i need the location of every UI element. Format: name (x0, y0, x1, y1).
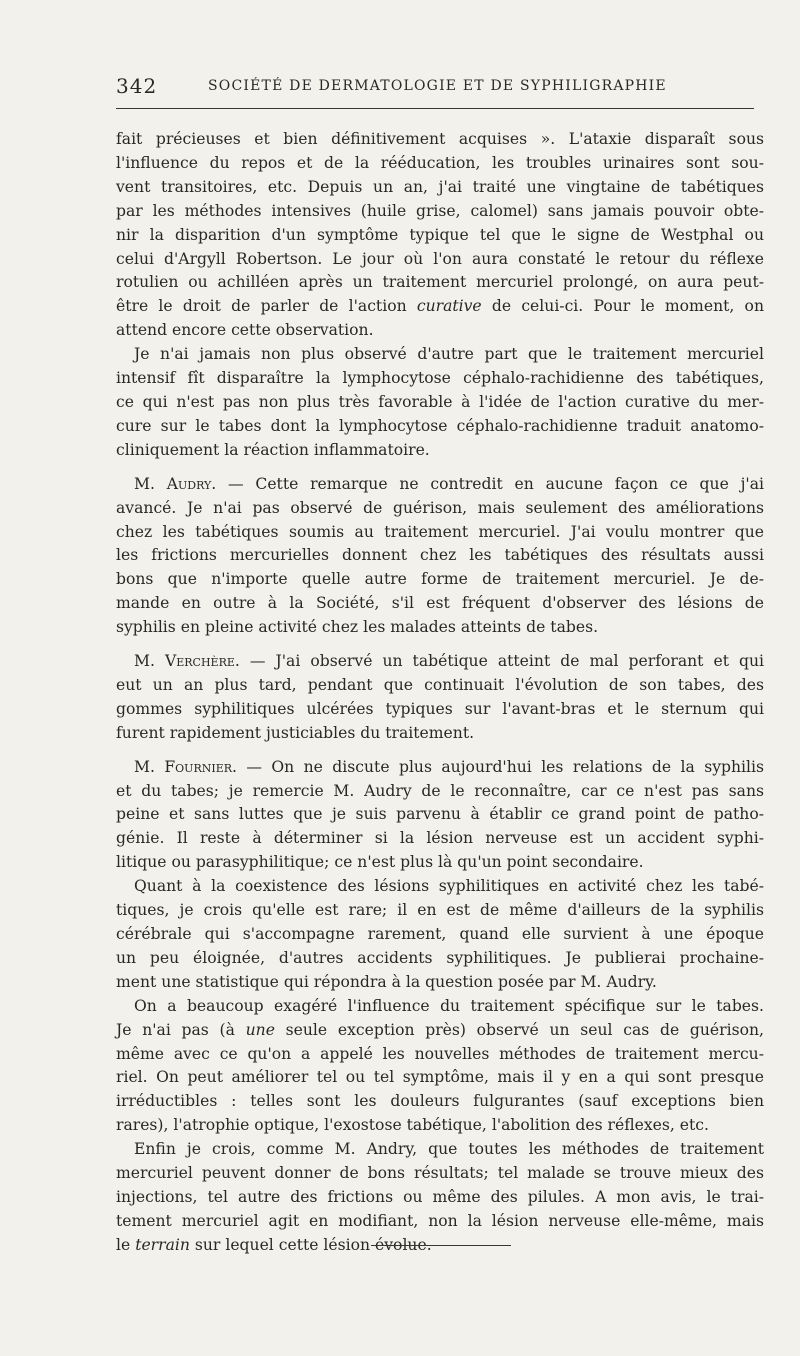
text-line (116, 1019, 764, 1043)
text-line: mercuriel peuvent donner de bons résultats; tel malade se trouve mieux des (116, 1164, 764, 1183)
text-line: riel. On peut améliorer tel ou tel symptôme, mais il y en a qui sont presque (116, 1068, 764, 1087)
text-line: irréductibles : telles sont les douleurs fulgurantes (sauf exceptions bien (116, 1092, 764, 1111)
text-run: . — On ne discute plus aujourd'hui les relations de la syphilis (232, 757, 764, 776)
italic-word: curative (416, 297, 482, 316)
text-line: bons que n'importe quelle autre forme de traitement mercuriel. Je de- (116, 570, 764, 589)
text-line: cure sur le tabes dont la lymphocytose céphalo-rachidienne traduit anatomo- (116, 416, 764, 435)
speaker-line-audry (116, 473, 764, 497)
text-line: syphilis en pleine activité chez les malades atteints de tabes. (116, 618, 599, 637)
text-run: . — J'ai observé un tabétique atteint de mal perforant et qui (234, 652, 764, 671)
text-line: peine et sans luttes que je suis parvenu à établir ce grand point de patho- (116, 805, 764, 824)
text-line: génie. Il reste à déterminer si la lésion nerveuse est un accident syphi- (116, 829, 764, 848)
text-line: cérébrale qui s'accompagne rarement, quand elle survient à une époque (116, 925, 764, 943)
text-line: eut un an plus tard, pendant que continuait l'évolution de son tabes, des (116, 675, 764, 694)
text-run: seule exception près) observé un seul cas de guérison, (274, 1020, 764, 1039)
text-line: ment une statistique qui répondra à la question posée par M. Audry. (116, 972, 657, 991)
text-run: sur lequel cette lésion évolue. (189, 1235, 432, 1254)
text-line: attend encore cette observation. (116, 321, 374, 340)
text-run: être le droit de parler de l'action (116, 297, 417, 316)
text-line: et du tabes; je remercie M. Audry de le reconnaître, car ce n'est pas sans (116, 781, 764, 800)
text-line: les frictions mercurielles donnent chez les tabétiques des résultats aussi (116, 546, 764, 565)
text-line: ce qui n'est pas non plus très favorable à l'idée de l'action curative du mer- (116, 392, 764, 411)
text-line: celui d'Argyll Robertson. Le jour où l'on aura constaté le retour du réflexe (116, 249, 764, 268)
text-line: vent transitoires, etc. Depuis un an, j'ai traité une vingtaine de tabétiques (116, 177, 764, 196)
text-line (116, 295, 764, 319)
text-line: mande en outre à la Société, s'il est fréquent d'observer des lésions de (116, 594, 764, 613)
body-text (116, 128, 764, 1258)
text-line: Je n'ai jamais non plus observé d'autre part que le traitement mercuriel (134, 345, 764, 364)
text-line: tiques, je crois qu'elle est rare; il en est de même d'ailleurs de la syphilis (116, 901, 764, 920)
text-line: cliniquement la réaction inflammatoire. (116, 440, 430, 459)
text-line: On a beaucoup exagéré l'influence du traitement spécifique sur le tabes. (134, 996, 764, 1015)
page-number: 342 (116, 74, 158, 98)
text-line: fait précieuses et bien définitivement acquises ». L'ataxie disparaît sous (116, 130, 764, 148)
header-rule (116, 108, 754, 109)
text-line: avancé. Je n'ai pas observé de guérison, mais seulement des améliorations (116, 498, 764, 517)
speaker-line-fournier (116, 756, 764, 780)
text-line: rares), l'atrophie optique, l'exostose tabétique, l'abolition des réflexes, etc. (116, 1116, 709, 1135)
text-line: rotulien ou achilléen après un traitement mercuriel prolongé, on aura peut- (116, 273, 764, 292)
text-line: même avec ce qu'on a appelé les nouvelles méthodes de traitement mercu- (116, 1044, 764, 1063)
text-line: un peu éloignée, d'autres accidents syphilitiques. Je publierai prochaine- (116, 948, 764, 967)
italic-word: terrain (135, 1235, 190, 1254)
page-header (116, 74, 754, 100)
text-line: Quant à la coexistence des lésions syphilitiques en activité chez les tabé- (134, 877, 764, 896)
running-head: SOCIÉTÉ DE DERMATOLOGIE ET DE SYPHILIGRAPHIE (208, 78, 667, 94)
text-line: nir la disparition d'un symptôme typique tel que le signe de Westphal ou (116, 225, 764, 244)
speaker-line-verchere (116, 650, 764, 674)
text-line: par les méthodes intensives (huile grise, calomel) sans jamais pouvoir obte- (116, 201, 764, 220)
text-line: intensif fît disparaître la lymphocytose céphalo-rachidienne des tabétiques, (116, 369, 764, 388)
text-run: M. (134, 652, 165, 671)
text-line: injections, tel autre des frictions ou même des pilules. A mon avis, le trai- (116, 1187, 764, 1206)
text-run: le (116, 1235, 136, 1254)
text-line: tement mercuriel agit en modifiant, non la lésion nerveuse elle-même, mais (116, 1211, 764, 1230)
text-run: M. (134, 474, 167, 493)
speaker-name: Verchère (164, 652, 235, 671)
text-line: litique ou parasyphilitique; ce n'est plus là qu'un point secondaire. (116, 853, 644, 872)
text-line: l'influence du repos et de la rééducation, les troubles urinaires sont sou- (116, 153, 764, 172)
text-line: gommes syphilitiques ulcérées typiques sur l'avant-bras et le sternum qui (116, 699, 764, 718)
italic-word: une (245, 1020, 275, 1039)
text-run: M. (134, 757, 165, 776)
text-line: furent rapidement justiciables du traitement. (116, 723, 475, 742)
speaker-name: Fournier (164, 757, 233, 776)
text-line: chez les tabétiques soumis au traitement mercuriel. J'ai voulu montrer que (116, 522, 764, 541)
speaker-name: Audry (166, 474, 212, 493)
end-rule (371, 1245, 511, 1246)
text-run: de celui-ci. Pour le moment, on (481, 297, 764, 316)
text-line: Enfin je crois, comme M. Andry, que toutes les méthodes de traitement (134, 1140, 764, 1159)
text-run: . — Cette remarque ne contredit en aucune façon ce que j'ai (211, 474, 764, 493)
text-run: Je n'ai pas (à (116, 1020, 246, 1039)
